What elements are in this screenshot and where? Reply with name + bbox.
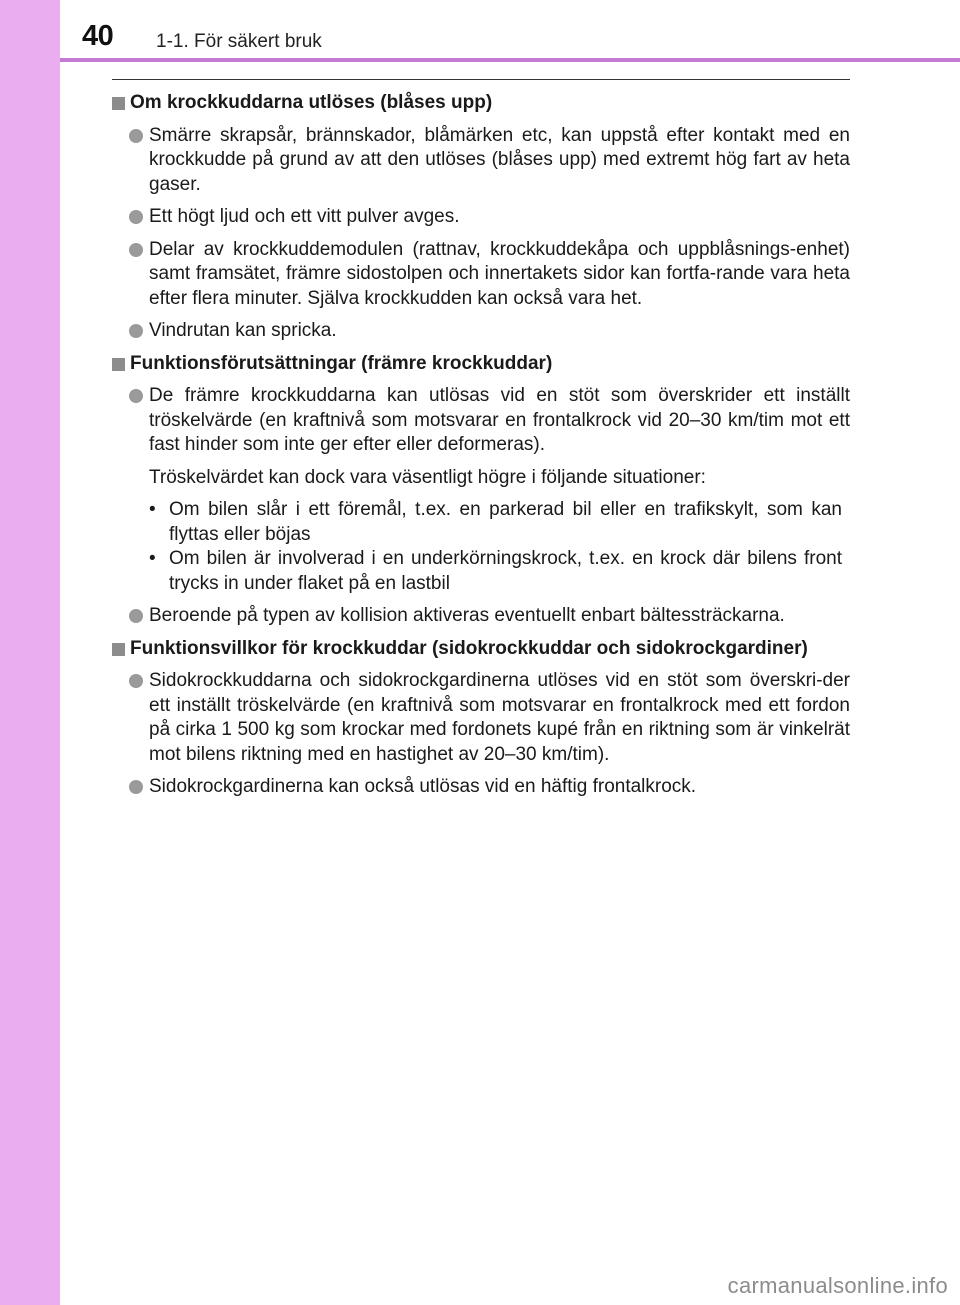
list-item: Delar av krockkuddemodulen (rattnav, krockkuddekåpa och uppblåsnings-enhet) samt framsätet, främre sidostolpen och innertakets sidor kan fortfa-rande vara heta efter flera minuter. Själva krockkudden kan också vara het. [112,238,850,312]
square-bullet-icon [112,358,125,371]
circle-bullet-icon [129,210,143,224]
circle-bullet-icon [129,129,143,143]
list-item: Vindrutan kan spricka. [112,319,850,344]
watermark: carmanualsonline.info [727,1273,948,1298]
list-item: Sidokrockgardinerna kan också utlösas vid en häftig frontalkrock. [112,775,850,800]
sub-bullet-icon: • [149,499,156,520]
page-content [112,91,850,808]
square-bullet-icon [112,97,125,110]
circle-bullet-icon [129,389,143,403]
list-item: Smärre skrapsår, brännskador, blåmärken etc, kan uppstå efter kontakt med en krockkudde på grund av att den utlöses (blåses upp) med extremt hög fart av heta gaser. [112,124,850,198]
header-divider [60,58,960,62]
page-side-tab [0,0,60,1305]
sub-list-item: • Om bilen är involverad i en underkörningskrock, t.ex. en krock där bilens front trycks in under flaket på en lastbil [149,548,842,594]
section-heading: Om krockkuddarna utlöses (blåses upp) [112,91,850,116]
list-item: Beroende på typen av kollision aktiveras eventuellt enbart bältessträckarna. [112,604,850,629]
section-title: 1-1. För säkert bruk [156,31,322,52]
sub-bullet-icon: • [149,548,156,569]
circle-bullet-icon [129,674,143,688]
circle-bullet-icon [129,324,143,338]
list-item: Sidokrockkuddarna och sidokrockgardinerna utlöses vid en stöt som överskri-der ett inställt tröskelvärde (en kraftnivå som motsvarar en frontalkrock med ett fordon på cirka 1 500 kg som krockar med fordonets kupé från en riktning som är vinkelrät mot bilens riktning med en hastighet av 20–30 km/tim). [112,669,850,767]
list-item: Ett högt ljud och ett vitt pulver avges. [112,205,850,230]
section-heading: Funktionsvillkor för krockkuddar (sidokrockkuddar och sidokrockgardiner) [112,637,850,662]
page-number: 40 [82,20,114,52]
list-item: De främre krockkuddarna kan utlösas vid en stöt som överskrider ett inställt tröskelvärde (en kraftnivå som motsvarar en frontalkrock vid 20–30 km/tim mot ett fast hinder som inte ger efter eller deformeras). [112,384,850,458]
circle-bullet-icon [129,243,143,257]
top-rule [112,79,850,80]
circle-bullet-icon [129,780,143,794]
section-heading: Funktionsförutsättningar (främre krockkuddar) [112,352,850,377]
sub-list [112,498,850,596]
sub-list-item: • Om bilen slår i ett föremål, t.ex. en parkerad bil eller en trafikskylt, som kan flyttas eller böjas [149,499,842,545]
square-bullet-icon [112,643,125,656]
paragraph: Tröskelvärdet kan dock vara väsentligt högre i följande situationer: [149,466,706,488]
circle-bullet-icon [129,609,143,623]
